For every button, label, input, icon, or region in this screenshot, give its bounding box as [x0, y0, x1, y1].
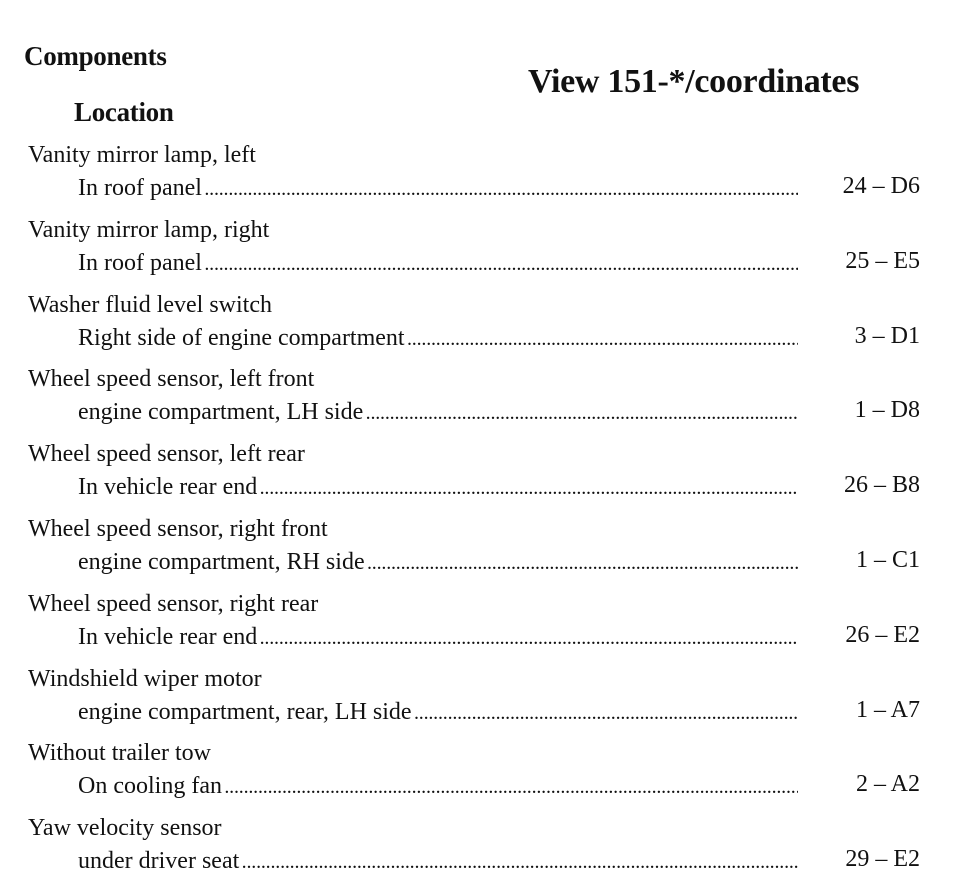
component-name: Yaw velocity sensor [28, 815, 222, 842]
column-headers [24, 40, 174, 128]
list-item [28, 141, 928, 216]
component-location [78, 398, 798, 427]
view-coordinates-heading: View 151-*/coordinates [528, 63, 860, 100]
location-text: Right side of engine compartment [78, 324, 405, 351]
location-text: engine compartment, rear, LH side [78, 698, 412, 725]
view-coordinate: 26 – E2 [845, 621, 920, 648]
list-item [28, 590, 928, 665]
location-heading: Location [74, 97, 174, 127]
location-text: In roof panel [78, 175, 202, 201]
component-name: Washer fluid level switch [28, 291, 272, 318]
view-coordinate: 3 – D1 [854, 322, 920, 349]
component-name: Wheel speed sensor, right front [28, 515, 328, 542]
component-location [78, 548, 798, 577]
location-text: In vehicle rear end [78, 623, 258, 650]
location-text: In roof panel [78, 249, 202, 276]
component-location [78, 772, 798, 801]
list-item [28, 291, 928, 366]
component-location [78, 249, 798, 278]
view-coordinate: 29 – E2 [845, 846, 920, 873]
components-heading: Components [24, 41, 167, 71]
view-coordinate: 1 – C1 [855, 546, 920, 573]
component-name: Wheel speed sensor, left rear [28, 441, 305, 468]
component-name: Wheel speed sensor, right rear [28, 590, 319, 617]
view-coordinate: 1 – D8 [854, 397, 920, 424]
location-text: engine compartment, RH side [78, 548, 365, 575]
view-coordinate: 24 – D6 [842, 173, 920, 199]
component-location [78, 174, 798, 203]
location-text: under driver seat [78, 848, 240, 875]
list-item [28, 739, 928, 814]
component-location [78, 324, 798, 353]
view-coordinate: 26 – B8 [843, 472, 920, 499]
component-name: Windshield wiper motor [28, 665, 262, 692]
component-name: Without trailer tow [28, 740, 211, 767]
component-name: Vanity mirror lamp, left [28, 142, 256, 168]
location-text: In vehicle rear end [78, 474, 258, 501]
location-text: engine compartment, LH side [78, 399, 364, 426]
view-coordinate: 25 – E5 [845, 247, 920, 274]
list-item [28, 365, 928, 440]
list-item [28, 814, 928, 889]
component-location [78, 698, 798, 727]
list-item [28, 216, 928, 291]
component-list [28, 141, 928, 889]
location-text: On cooling fan [78, 773, 222, 800]
list-item [28, 665, 928, 740]
component-location [78, 623, 798, 652]
component-location [78, 847, 798, 876]
view-coordinate: 2 – A2 [855, 771, 920, 798]
component-name: Vanity mirror lamp, right [28, 216, 270, 243]
list-item [28, 440, 928, 515]
component-location [78, 473, 798, 502]
list-item [28, 515, 928, 590]
component-name: Wheel speed sensor, left front [28, 366, 315, 393]
view-coordinate: 1 – A7 [855, 696, 920, 723]
